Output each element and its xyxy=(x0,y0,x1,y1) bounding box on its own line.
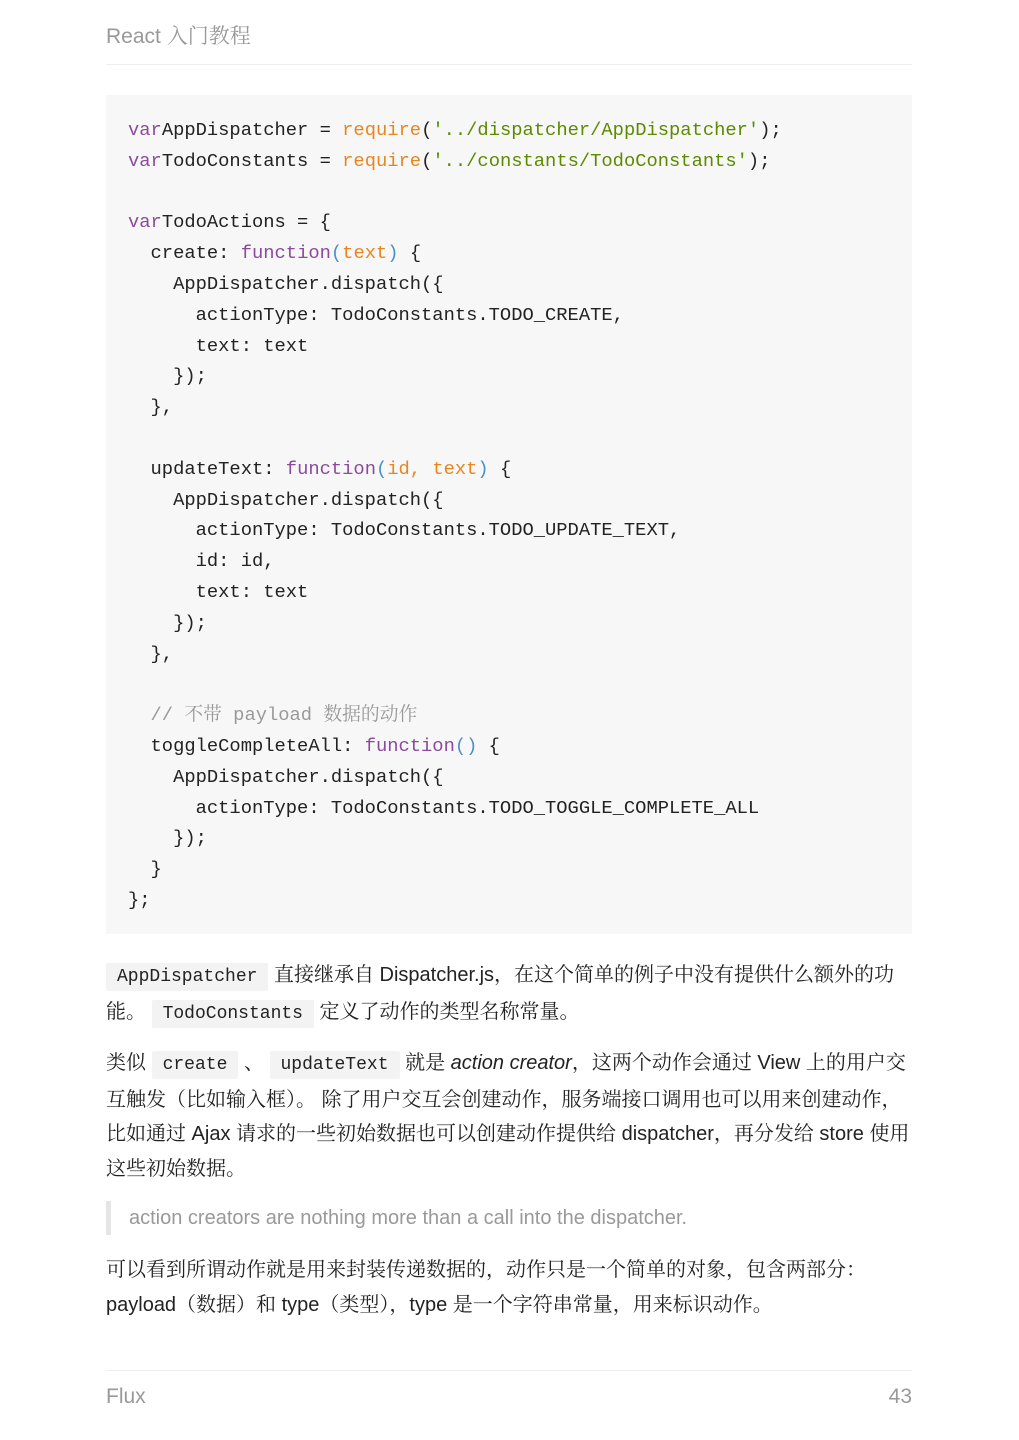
code-token: toggleCompleteAll: xyxy=(128,734,365,757)
code-token: ( xyxy=(421,149,433,172)
code-token: }, xyxy=(128,396,174,419)
code-token: TodoConstants = xyxy=(161,149,343,172)
code-token: function xyxy=(364,734,455,757)
code-line xyxy=(128,546,890,577)
code-token: () xyxy=(454,734,478,757)
page-number: 43 xyxy=(888,1385,912,1408)
code-token: AppDispatcher.dispatch({ xyxy=(128,488,444,511)
code-line xyxy=(128,115,890,146)
code-token: create: xyxy=(128,242,241,265)
code-token: '../dispatcher/AppDispatcher' xyxy=(432,119,760,141)
code-token: actionType: TodoConstants.TODO_CREATE, xyxy=(128,303,624,326)
code-token: AppDispatcher = xyxy=(161,119,343,141)
code-token: id, text xyxy=(387,457,478,480)
paragraph-text: 直接继承自 Dispatcher.js，在这个简单的例子中没有提供什么额外的功能。 xyxy=(106,964,895,1023)
code-line xyxy=(128,238,890,269)
paragraph-text: 、 xyxy=(238,1052,270,1074)
code-token: updateText: xyxy=(128,457,286,480)
code-line xyxy=(128,762,890,793)
code-line xyxy=(128,823,890,854)
code-token: ) xyxy=(387,242,399,265)
code-token: }; xyxy=(128,888,151,911)
code-line xyxy=(128,207,890,238)
blockquote xyxy=(106,1201,912,1235)
paragraph-text: 就是 xyxy=(399,1052,451,1074)
code-line xyxy=(128,854,890,885)
code-token: var xyxy=(128,119,162,141)
code-line xyxy=(128,577,890,608)
code-token: var xyxy=(128,211,162,234)
inline-code-appdispatcher: AppDispatcher xyxy=(106,963,268,991)
code-line xyxy=(128,669,890,700)
code-block xyxy=(106,95,912,934)
paragraph-text: ，这两个动作会通过 View 上的用户交互触发（比如输入框）。 除了用户交互会创建动作，服务端接口调用也可以用来创建动作，比如通过 Ajax 请求的一些初始数据也可以创建动作提供给 dispatcher，再分发给 store 使用这些初始数据。 xyxy=(106,1052,910,1180)
code-line xyxy=(128,300,890,331)
paragraph-text: 可以看到所谓动作就是用来封装传递数据的，动作只是一个简单的对象，包含两部分：payload（数据）和 type（类型），type 是一个字符串常量，用来标识动作。 xyxy=(106,1259,866,1316)
code-line xyxy=(128,454,890,485)
emphasis-action-creator: action creator xyxy=(450,1052,572,1074)
inline-code-todoconstants: TodoConstants xyxy=(152,1000,314,1028)
code-token: actionType: TodoConstants.TODO_TOGGLE_COMPLETE_ALL xyxy=(128,796,760,819)
code-line xyxy=(128,639,890,670)
code-token: require xyxy=(342,149,422,172)
code-line xyxy=(128,177,890,208)
code-line xyxy=(128,731,890,762)
paragraph-action-summary xyxy=(106,1253,912,1322)
code-line xyxy=(128,885,890,916)
code-token: text xyxy=(342,242,388,265)
inline-code-updatetext: updateText xyxy=(270,1051,400,1079)
code-token: } xyxy=(128,858,162,881)
code-token: }, xyxy=(128,642,174,665)
code-token: ); xyxy=(759,119,782,141)
code-line xyxy=(128,608,890,639)
quote-text: action creators are nothing more than a call into the dispatcher. xyxy=(129,1207,688,1229)
code-line xyxy=(128,146,890,177)
page-footer xyxy=(106,1370,912,1409)
paragraph-text: 定义了动作的类型名称常量。 xyxy=(314,1000,580,1023)
code-token: ) xyxy=(477,457,489,480)
code-token: ( xyxy=(421,119,433,141)
code-line xyxy=(128,700,890,731)
code-token: text: text xyxy=(128,580,309,603)
page-header xyxy=(106,20,912,65)
paragraph-action-creator xyxy=(106,1046,912,1186)
code-token: }); xyxy=(128,827,207,850)
code-line xyxy=(128,392,890,423)
code-token: ( xyxy=(330,242,343,265)
code-token: { xyxy=(398,242,422,265)
book-title: React 入门教程 xyxy=(106,25,251,48)
code-token: { xyxy=(488,457,512,480)
code-line xyxy=(128,485,890,516)
code-token: require xyxy=(342,119,422,141)
code-line xyxy=(128,515,890,546)
code-token: }); xyxy=(128,365,207,388)
code-token: '../constants/TodoConstants' xyxy=(432,149,748,172)
code-token: }); xyxy=(128,611,207,634)
code-line xyxy=(128,331,890,362)
code-line xyxy=(128,361,890,392)
inline-code-create: create xyxy=(152,1051,239,1079)
code-token: actionType: TodoConstants.TODO_UPDATE_TEXT, xyxy=(128,519,681,542)
chapter-name: Flux xyxy=(106,1385,146,1408)
code-token: AppDispatcher.dispatch({ xyxy=(128,272,444,295)
paragraph-text: 类似 xyxy=(106,1052,152,1074)
code-line xyxy=(128,793,890,824)
code-token: var xyxy=(128,149,162,172)
code-token: ( xyxy=(375,457,388,480)
code-line xyxy=(128,423,890,454)
code-token: AppDispatcher.dispatch({ xyxy=(128,765,444,788)
code-token: function xyxy=(285,457,376,480)
paragraph-dispatcher xyxy=(106,958,912,1031)
code-token: id: id, xyxy=(128,550,275,573)
code-token: ); xyxy=(747,149,771,172)
code-token: // 不带 payload 数据的动作 xyxy=(128,704,418,727)
code-token: TodoActions = { xyxy=(161,211,331,234)
code-token: { xyxy=(477,734,500,757)
code-token: function xyxy=(240,242,331,265)
code-token: text: text xyxy=(128,334,309,357)
code-line xyxy=(128,269,890,300)
